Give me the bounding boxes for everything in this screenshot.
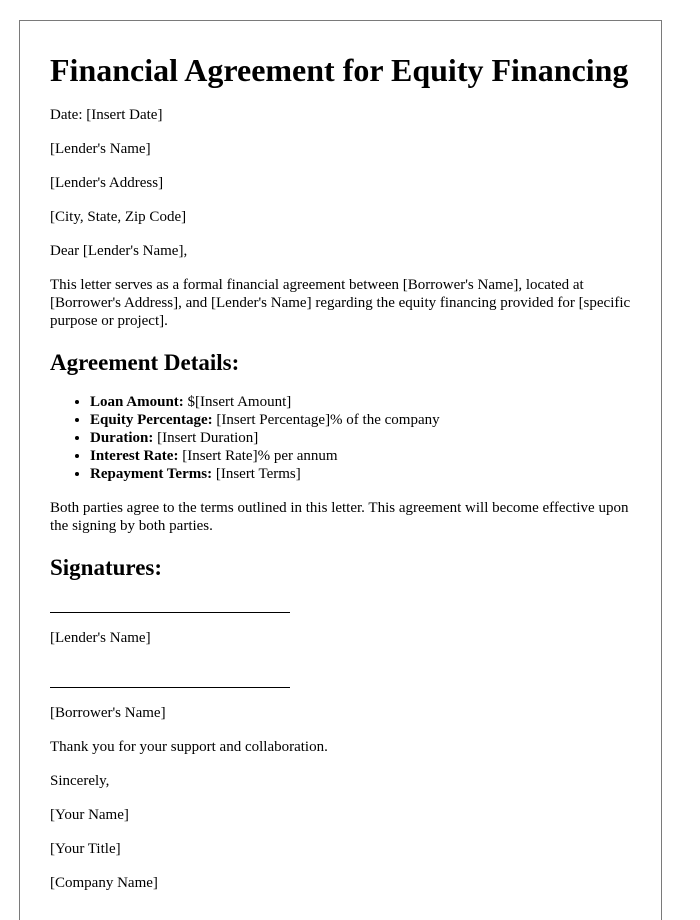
detail-item-loan-amount	[90, 393, 631, 411]
page-title: Financial Agreement for Equity Financing	[50, 52, 629, 88]
salutation: Dear [Lender's Name],	[50, 243, 188, 259]
detail-label: Equity Percentage:	[90, 412, 213, 428]
city-state-zip: [City, State, Zip Code]	[50, 209, 187, 225]
detail-value: [Insert Rate]% per annum	[178, 448, 338, 464]
letter-page	[19, 20, 662, 920]
company-name: [Company Name]	[50, 875, 158, 891]
detail-label: Repayment Terms:	[90, 466, 213, 482]
lender-address: [Lender's Address]	[50, 175, 164, 191]
signature-lender-name: [Lender's Name]	[50, 630, 151, 646]
signatures-heading: Signatures:	[50, 555, 163, 580]
closing-line: Sincerely,	[50, 773, 110, 789]
detail-item-duration	[90, 429, 631, 447]
detail-item-interest-rate	[90, 447, 631, 465]
detail-label: Interest Rate:	[90, 448, 179, 464]
your-title: [Your Title]	[50, 841, 121, 857]
detail-label: Duration:	[90, 430, 154, 446]
signature-borrower-name: [Borrower's Name]	[50, 705, 166, 721]
your-name: [Your Name]	[50, 807, 129, 823]
detail-value: [Insert Duration]	[153, 430, 259, 446]
borrower-signature-line	[50, 687, 290, 688]
agreement-details-list	[50, 393, 631, 483]
detail-item-repayment-terms	[90, 465, 631, 483]
detail-label: Loan Amount:	[90, 394, 184, 410]
detail-value: $[Insert Amount]	[183, 394, 292, 410]
detail-value: [Insert Terms]	[212, 466, 301, 482]
date-line: Date: [Insert Date]	[50, 107, 163, 123]
intro-paragraph: This letter serves as a formal financial agreement between [Borrower's Name], located at [Borrower's Address], and [Lender's Name] regarding the equity financing provided for [specific purpose or project].	[50, 277, 631, 329]
detail-item-equity-percentage	[90, 411, 631, 429]
lender-name: [Lender's Name]	[50, 141, 151, 157]
lender-signature-line	[50, 612, 290, 613]
agreement-heading: Agreement Details:	[50, 350, 240, 375]
thanks-line: Thank you for your support and collaboration.	[50, 739, 328, 755]
detail-value: [Insert Percentage]% of the company	[212, 412, 440, 428]
agreement-paragraph: Both parties agree to the terms outlined in this letter. This agreement will become effective upon the signing by both parties.	[50, 500, 629, 534]
